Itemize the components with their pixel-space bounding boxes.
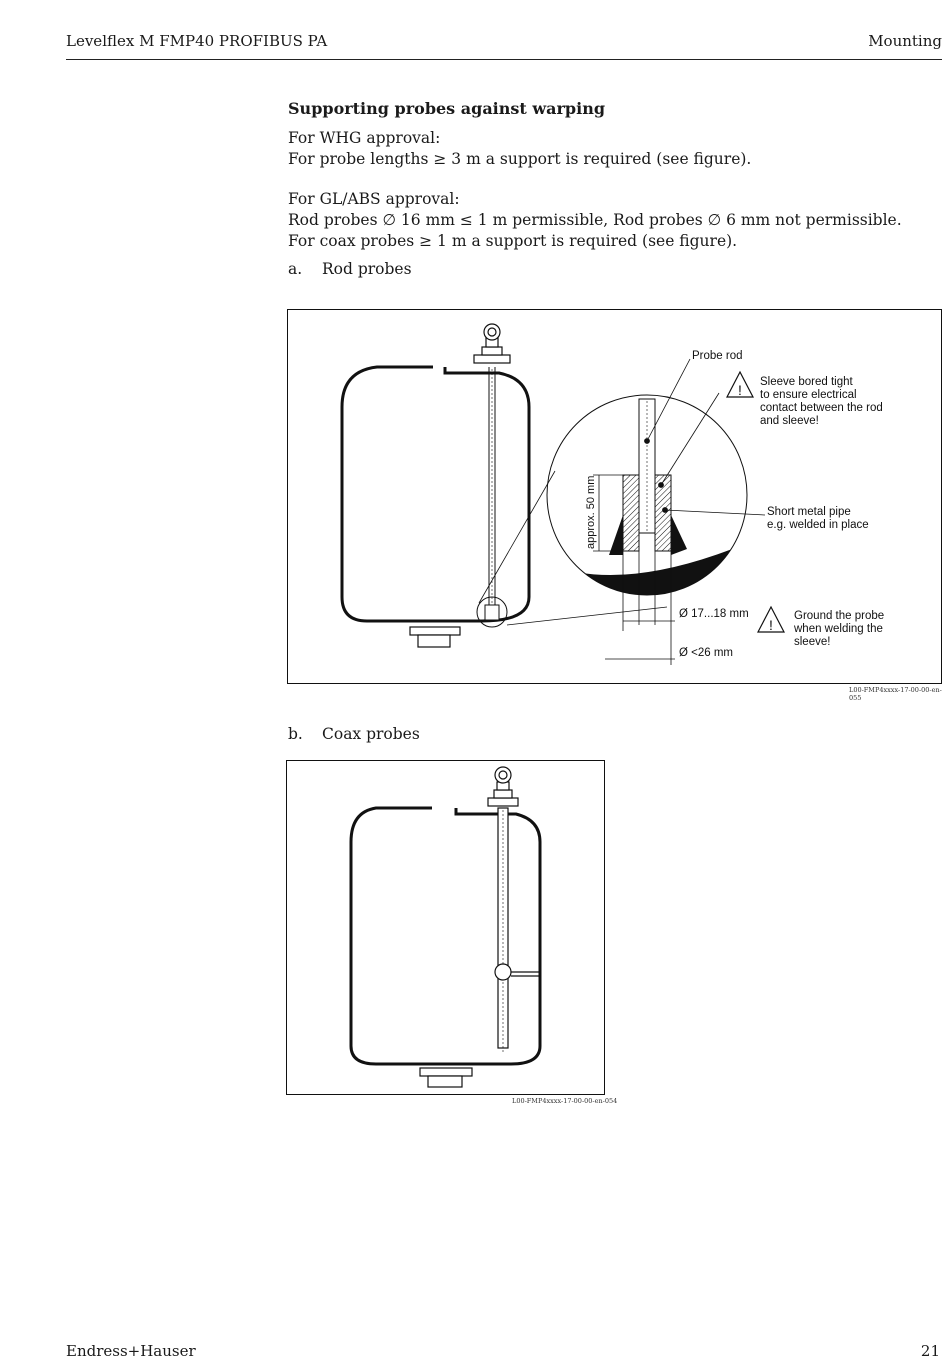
figure-b-code: L00-FMP4xxxx-17-00-00-en-054 bbox=[512, 1097, 618, 1105]
header-rule bbox=[66, 59, 942, 60]
figure-rod-probes bbox=[287, 309, 942, 684]
label-approx: approx. 50 mm bbox=[585, 475, 597, 549]
label-sleeve-3: contact between the rod bbox=[760, 402, 883, 414]
label-sleeve-1: Sleeve bored tight bbox=[760, 376, 853, 388]
figure-a-code: L00-FMP4xxxx-17-00-00-en-055 bbox=[849, 686, 942, 702]
section-heading: Supporting probes against warping bbox=[288, 99, 606, 118]
label-sleeve-2: to ensure electrical bbox=[760, 389, 857, 401]
list-text-a: Rod probes bbox=[322, 260, 412, 278]
svg-text:!: ! bbox=[738, 382, 742, 398]
glabs-line-2: For coax probes ≥ 1 m a support is required (see figure). bbox=[288, 232, 738, 250]
transmitter-head-icon bbox=[495, 767, 511, 783]
header-title: Levelflex M FMP40 PROFIBUS PA bbox=[66, 32, 328, 50]
label-probe-rod: Probe rod bbox=[692, 350, 743, 362]
label-ground-3: sleeve! bbox=[794, 636, 831, 648]
label-ground-1: Ground the probe bbox=[794, 610, 885, 622]
list-marker-b: b. bbox=[288, 725, 303, 743]
list-marker-a: a. bbox=[288, 260, 303, 278]
footer-brand: Endress+Hauser bbox=[66, 1342, 196, 1360]
figure-coax-probes bbox=[286, 760, 606, 1096]
page-number: 21 bbox=[920, 1342, 940, 1360]
glabs-title: For GL/ABS approval: bbox=[288, 190, 460, 208]
whg-title: For WHG approval: bbox=[288, 129, 441, 147]
label-pipe-1: Short metal pipe bbox=[767, 506, 851, 518]
whg-text: For probe lengths ≥ 3 m a support is required (see figure). bbox=[288, 150, 752, 168]
transmitter-head-icon bbox=[484, 324, 500, 340]
label-ground-2: when welding the bbox=[794, 623, 883, 635]
label-dia-1: Ø 17...18 mm bbox=[679, 608, 749, 620]
svg-text:!: ! bbox=[769, 617, 773, 633]
list-text-b: Coax probes bbox=[322, 725, 420, 743]
header-section: Mounting bbox=[868, 32, 942, 50]
label-pipe-2: e.g. welded in place bbox=[767, 519, 869, 531]
glabs-line-1: Rod probes ∅ 16 mm ≤ 1 m permissible, Rod probes ∅ 6 mm not permissible. bbox=[288, 211, 902, 229]
label-sleeve-4: and sleeve! bbox=[760, 415, 819, 427]
label-dia-2: Ø <26 mm bbox=[679, 647, 734, 659]
